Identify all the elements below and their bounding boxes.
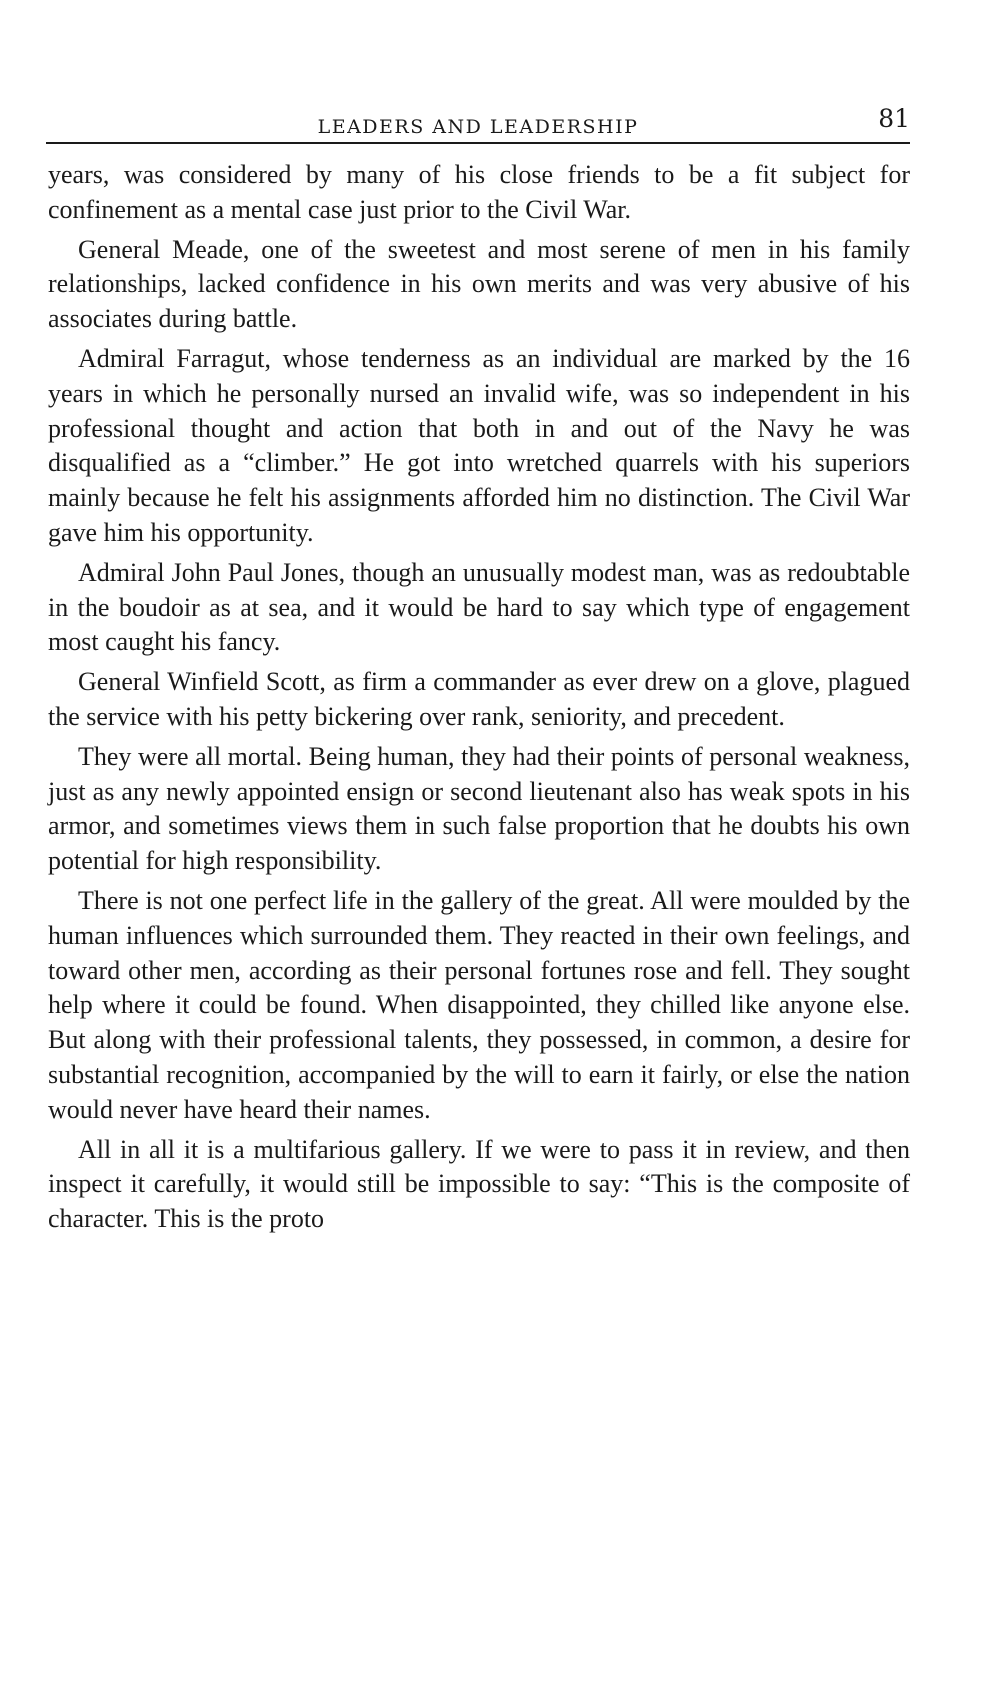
running-title: LEADERS AND LEADERSHIP	[317, 116, 639, 138]
paragraph-gallery: There is not one perfect life in the gallery of the great. All were moulded by the human influences which surrounded them. They reacted in their own feelings, and toward other men, according as their personal fortunes rose and fell. They sought help where it could be found. When disappointed, they chilled like anyone else. But along with their professional talents, they possessed, in common, a desire for substantial recognition, accompanied by the will to earn it fairly, or else the nation would never have heard their names.	[48, 885, 910, 1124]
running-head	[46, 104, 910, 144]
paragraph-multifarious: All in all it is a multifarious gallery. If we were to pass it in review, and then inspect it carefully, it would still be impossible to say: “This is the composite of character. This is the proto	[48, 1134, 910, 1234]
body-text	[48, 158, 910, 1242]
paragraph-farragut: Admiral Farragut, whose tenderness as an individual are marked by the 16 years in which he personally nursed an invalid wife, was so independent in his professional thought and action that both in and out of the Navy he was disqualified as a “climber.” He got into wretched quarrels with his superiors mainly because he felt his assignments afforded him no distinction. The Civil War gave him his opportunity.	[48, 343, 910, 547]
paragraph-scott: General Winfield Scott, as firm a commander as ever drew on a glove, plagued the service with his petty bickering over rank, seniority, and precedent.	[48, 667, 910, 731]
paragraph-jones: Admiral John Paul Jones, though an unusually modest man, was as redoubtable in the boudoir as at sea, and it would be hard to say which type of engagement most caught his fancy.	[48, 557, 910, 657]
paragraph-continued: years, was considered by many of his close friends to be a fit subject for confinement as a mental case just prior to the Civil War.	[48, 160, 910, 224]
page-number: 81	[878, 104, 910, 133]
paragraph-meade: General Meade, one of the sweetest and most serene of men in his family relationships, lacked confidence in his own merits and was very abusive of his associates during battle.	[48, 234, 910, 334]
paragraph-mortal: They were all mortal. Being human, they had their points of personal weakness, just as any newly appointed ensign or second lieutenant also has weak spots in his armor, and sometimes views them in such false proportion that he doubts his own potential for high responsibility.	[48, 741, 910, 876]
